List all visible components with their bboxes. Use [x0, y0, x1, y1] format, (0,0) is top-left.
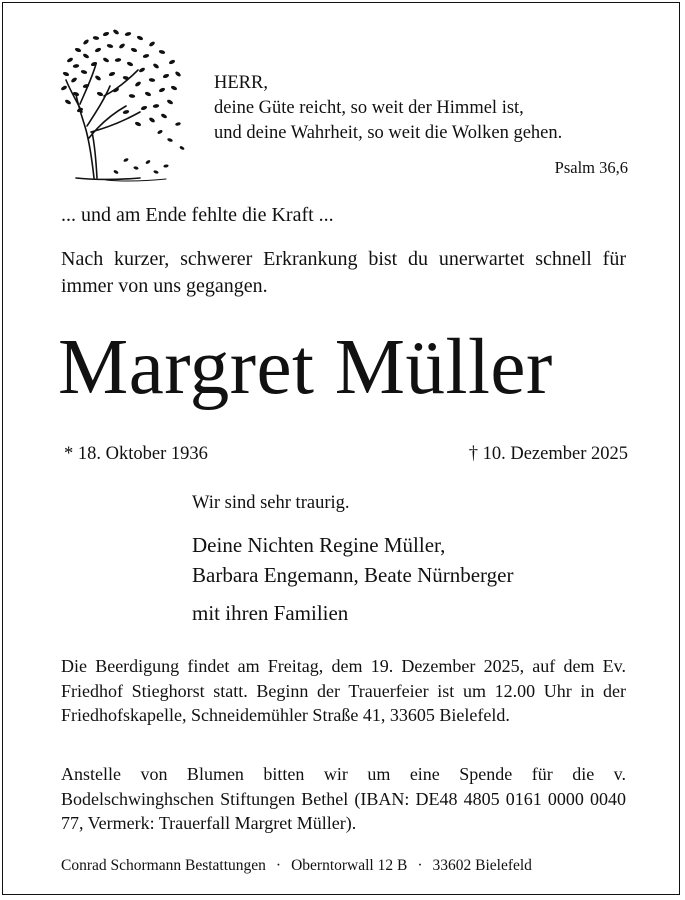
verse-line: und deine Wahrheit, so weit die Wolken gehen. [214, 123, 563, 143]
families-line: mit ihren Familien [192, 601, 349, 625]
mourner-line: Barbara Engemann, Beate Nürnberger [192, 563, 514, 587]
windblown-tree-icon [56, 20, 188, 190]
funeral-home-name: Conrad Schormann Bestattungen [61, 857, 266, 874]
footer-address [61, 857, 532, 875]
announcement-text: Nach kurzer, schwerer Erkrankung bist du unerwartet schnell für immer von uns gegangen. [61, 248, 626, 297]
verse-line: HERR, [214, 73, 268, 93]
death-date: † 10. Dezember 2025 [468, 444, 628, 464]
mourner-line: Deine Nichten Regine Müller, [192, 533, 446, 557]
birth-date: * 18. Oktober 1936 [64, 444, 208, 464]
funeral-home-city: 33602 Bielefeld [432, 857, 532, 874]
intro-line: ... und am Ende fehlte die Kraft ... [61, 204, 334, 226]
deceased-name: Margret Müller [58, 324, 553, 411]
separator: · [417, 857, 423, 874]
verse-source: Psalm 36,6 [554, 158, 628, 177]
separator: · [275, 857, 282, 874]
verse-line: deine Güte reicht, so weit der Himmel ist, [214, 98, 524, 118]
funeral-info: Die Beerdigung findet am Freitag, dem 19. Dezember 2025, auf dem Ev. Friedhof Stieghorst statt. Beginn der Trauerfeier ist um 12.00 Uhr in der Friedhofskapelle, Schneidemühler Straße 41, 33605 Bielefeld. [61, 656, 626, 725]
funeral-home-street: Oberntorwall 12 B [291, 857, 408, 874]
sad-line: Wir sind sehr traurig. [192, 493, 350, 513]
donation-info: Anstelle von Blumen bitten wir um eine Spende für die v. Bodelschwinghschen Stiftungen Bethel (IBAN: DE48 4805 0161 0000 0040 77, Vermerk: Trauerfall Margret Müller). [61, 764, 626, 833]
